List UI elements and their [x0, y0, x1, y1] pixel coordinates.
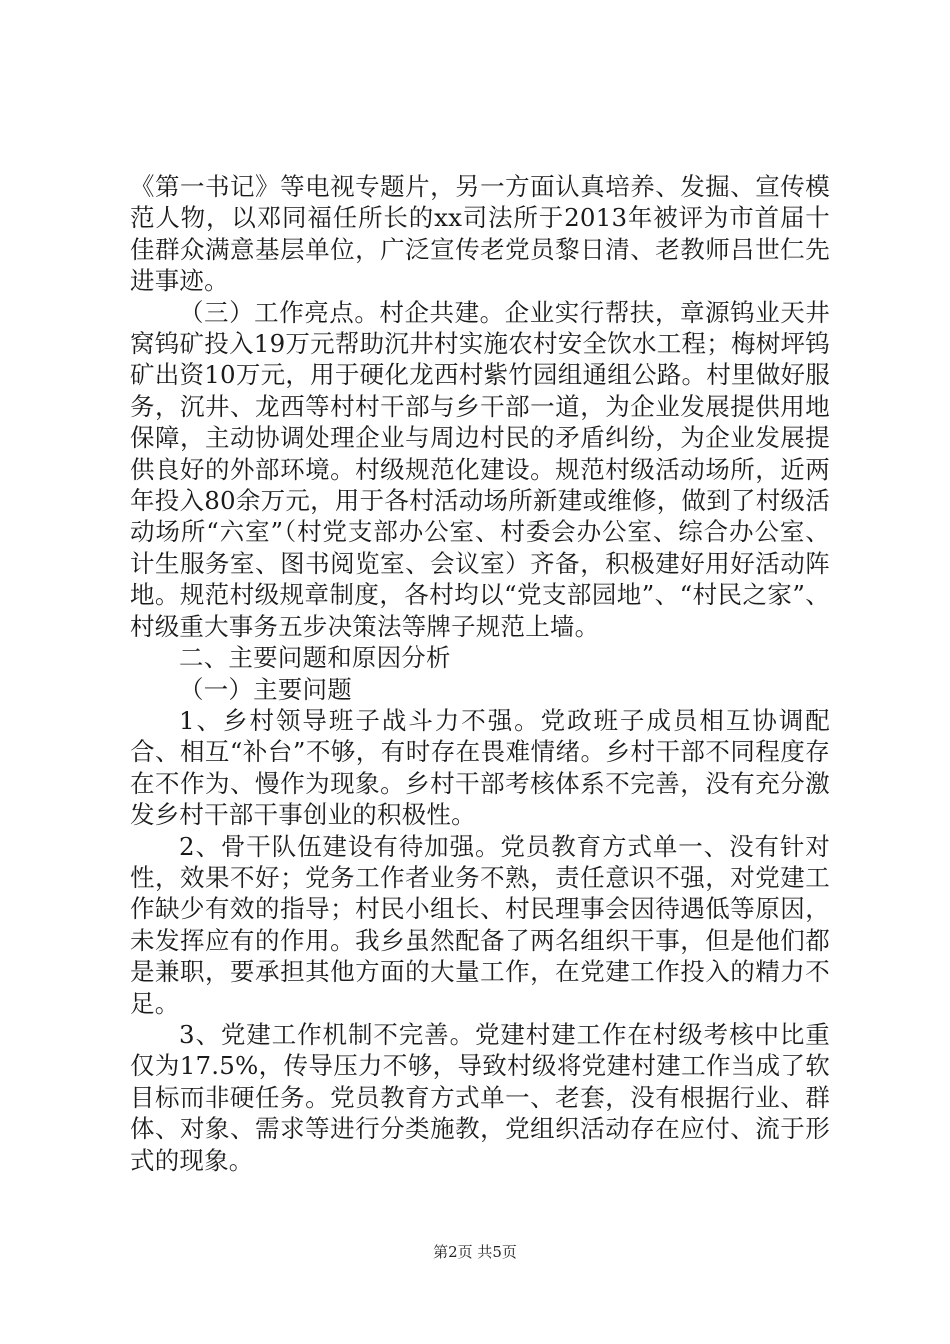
paragraph-continuation: 《第一书记》等电视专题片，另一方面认真培养、发掘、宣传模范人物，以邓同福任所长的xx司法所于2013年被评为市首届十佳群众满意基层单位，广泛宣传老党员黎日清、老教师吕世仁先进事迹。 — [130, 172, 830, 296]
subsection-heading-main-problems: （一）主要问题 — [179, 674, 352, 704]
paragraph-problem-1: 1、乡村领导班子战斗力不强。党政班子成员相互协调配合、相互“补台”不够，有时存在畏难情绪。乡村干部不同程度存在不作为、慢作为现象。乡村干部考核体系不完善，没有充分激发乡村干部干事创业的积极性。 — [130, 705, 830, 830]
section-heading-problems: 二、主要问题和原因分析 — [179, 643, 451, 673]
paragraph-problem-3: 3、党建工作机制不完善。党建村建工作在村级考核中比重仅为17.5%，传导压力不够，导致村级将党建村建工作当成了软目标而非硬任务。党员教育方式单一、老套，没有根据行业、群体、对象、需求等进行分类施教，党组织活动存在应付、流于形式的现象。 — [130, 1019, 830, 1175]
paragraph-work-highlights: （三）工作亮点。村企共建。企业实行帮扶，章源钨业天井窝钨矿投入19万元帮助沉井村实施农村安全饮水工程；梅树坪钨矿出资10万元，用于硬化龙西村紫竹园组通组公路。村里做好服务，沉井、龙西等村村干部与乡干部一道，为企业发展提供用地保障，主动协调处理企业与周边村民的矛盾纠纷，为企业发展提供良好的外部环境。村级规范化建设。规范村级活动场所，近两年投入80余万元，用于各村活动场所新建或维修，做到了村级活动场所“六室”（村党支部办公室、村委会办公室、综合办公室、计生服务室、图书阅览室、会议室）齐备，积极建好用好活动阵地。规范村级规章制度，各村均以“党支部园地”、“村民之家”、村级重大事务五步决策法等牌子规范上墙。 — [130, 297, 830, 641]
page-number-footer: 第2页 共5页 — [433, 1243, 517, 1261]
paragraph-problem-2: 2、骨干队伍建设有待加强。党员教育方式单一、没有针对性，效果不好；党务工作者业务不熟，责任意识不强，对党建工作缺少有效的指导；村民小组长、村民理事会因待遇低等原因，未发挥应有的作用。我乡虽然配备了两名组织干事，但是他们都是兼职，要承担其他方面的大量工作，在党建工作投入的精力不足。 — [130, 831, 830, 1018]
document-body — [130, 171, 830, 1176]
